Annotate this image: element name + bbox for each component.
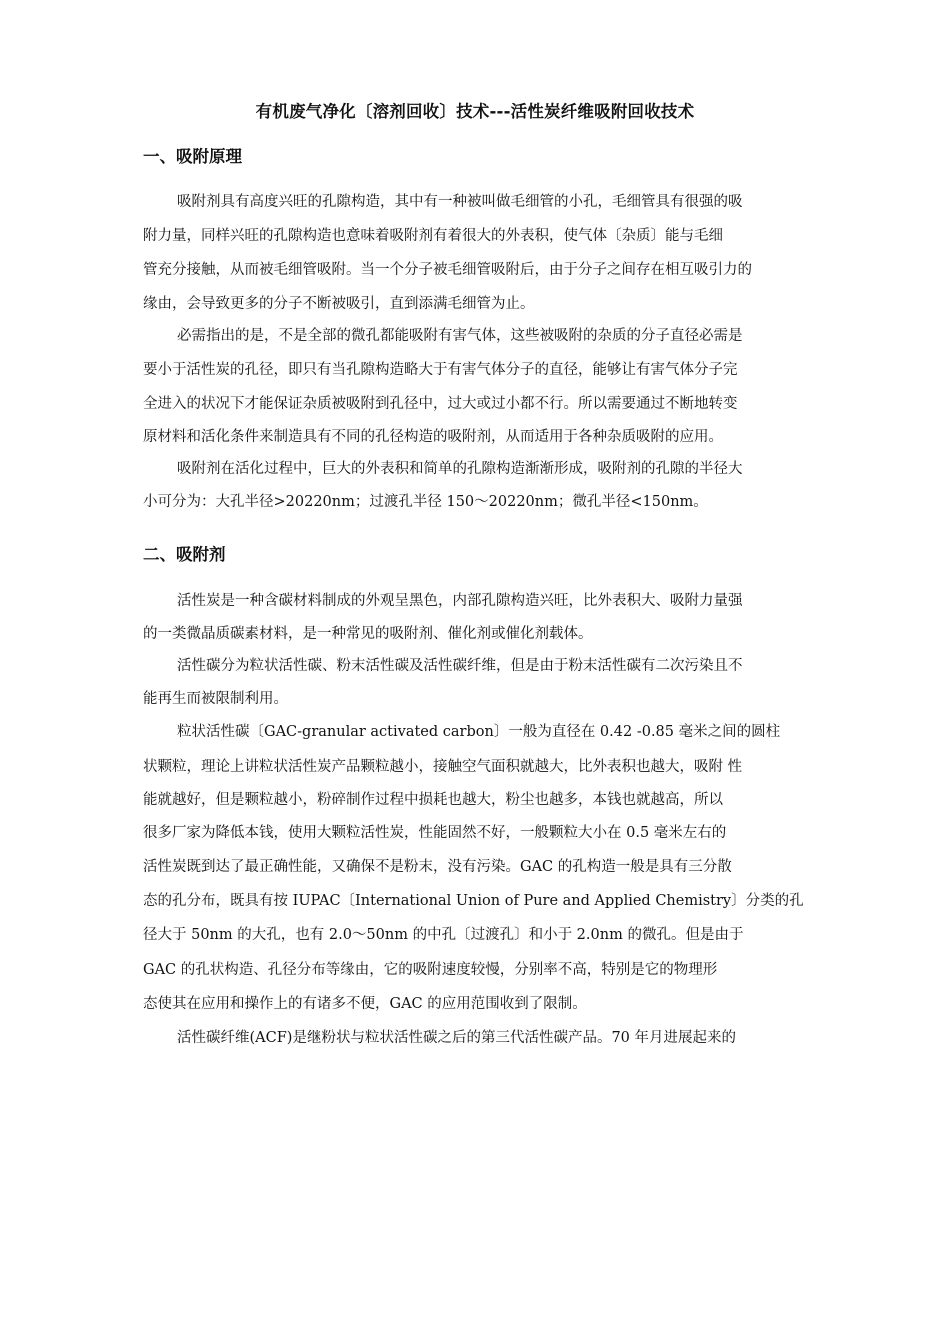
paragraph-line: 态使其在应用和操作上的有诸多不便，GAC 的应用范围收到了限制。 [143, 996, 587, 1012]
paragraph-line: 活性炭是一种含碳材料制成的外观呈黑色，内部孔隙构造兴旺，比外表积大、吸附力量强 [177, 593, 743, 609]
section-heading-adsorption-principle: 一、吸附原理 [143, 147, 242, 166]
paragraph-line: 很多厂家为降低本钱，使用大颗粒活性炭，性能固然不好，一般颗粒大小在 0.5 毫米左右的 [143, 825, 727, 841]
paragraph-line: 活性碳分为粒状活性碳、粉末活性碳及活性碳纤维，但是由于粉末活性碳有二次污染且不 [177, 658, 743, 674]
paragraph-line: 粒状活性碳〔GAC-granular activated carbon〕一般为直径在 0.42 -0.85 毫米之间的圆柱 [177, 724, 781, 740]
paragraph-line: 管充分接触，从而被毛细管吸附。当一个分子被毛细管吸附后，由于分子之间存在相互吸引力的 [143, 262, 752, 278]
paragraph-line: 要小于活性炭的孔径，即只有当孔隙构造略大于有害气体分子的直径，能够让有害气体分子完 [143, 362, 738, 378]
paragraph-line: 态的孔分布，既具有按 IUPAC〔International Union of Pure and Applied Chemistry〕分类的孔 [143, 893, 804, 909]
paragraph-line: 状颗粒，理论上讲粒状活性炭产品颗粒越小，接触空气面积就越大，比外表积也越大，吸附 性 [143, 759, 743, 775]
paragraph-line: 吸附剂在活化过程中，巨大的外表积和简单的孔隙构造渐渐形成，吸附剂的孔隙的半径大 [177, 461, 743, 477]
paragraph-line: GAC 的孔状构造、孔径分布等缘由，它的吸附速度较慢，分别率不高，特别是它的物理形 [143, 962, 718, 978]
paragraph-line: 能再生而被限制利用。 [143, 691, 288, 707]
paragraph-line: 活性炭既到达了最正确性能，又确保不是粉末，没有污染。GAC 的孔构造一般是具有三分散 [143, 859, 732, 875]
paragraph-line: 必需指出的是，不是全部的微孔都能吸附有害气体，这些被吸附的杂质的分子直径必需是 [177, 328, 743, 344]
paragraph-line: 径大于 50nm 的大孔，也有 2.0～50nm 的中孔〔过渡孔〕和小于 2.0nm 的微孔。但是由于 [143, 927, 744, 943]
paragraph-line: 活性碳纤维(ACF)是继粉状与粒状活性碳之后的第三代活性碳产品。70 年月进展起来的 [177, 1030, 736, 1046]
paragraph-line: 全进入的状况下才能保证杂质被吸附到孔径中，过大或过小都不行。所以需要通过不断地转变 [143, 396, 738, 412]
paragraph-line: 的一类微晶质碳素材料，是一种常见的吸附剂、催化剂或催化剂载体。 [143, 626, 593, 642]
paragraph-line: 附力量，同样兴旺的孔隙构造也意味着吸附剂有着很大的外表积，使气体〔杂质〕能与毛细 [143, 228, 723, 244]
paragraph-line: 吸附剂具有高度兴旺的孔隙构造，其中有一种被叫做毛细管的小孔，毛细管具有很强的吸 [177, 194, 743, 210]
paragraph-line: 原材料和活化条件来制造具有不同的孔径构造的吸附剂，从而适用于各种杂质吸附的应用。 [143, 429, 723, 445]
paragraph-line: 能就越好，但是颗粒越小，粉碎制作过程中损耗也越大，粉尘也越多，本钱也就越高，所以 [143, 792, 723, 808]
document-title: 有机废气净化〔溶剂回收〕技术---活性炭纤维吸附回收技术 [255, 102, 695, 121]
section-heading-adsorbent: 二、吸附剂 [143, 545, 226, 564]
paragraph-line: 缘由，会导致更多的分子不断被吸引，直到添满毛细管为止。 [143, 296, 535, 312]
paragraph-line: 小可分为：大孔半径>20220nm；过渡孔半径 150～20220nm；微孔半径<150nm。 [143, 494, 708, 510]
